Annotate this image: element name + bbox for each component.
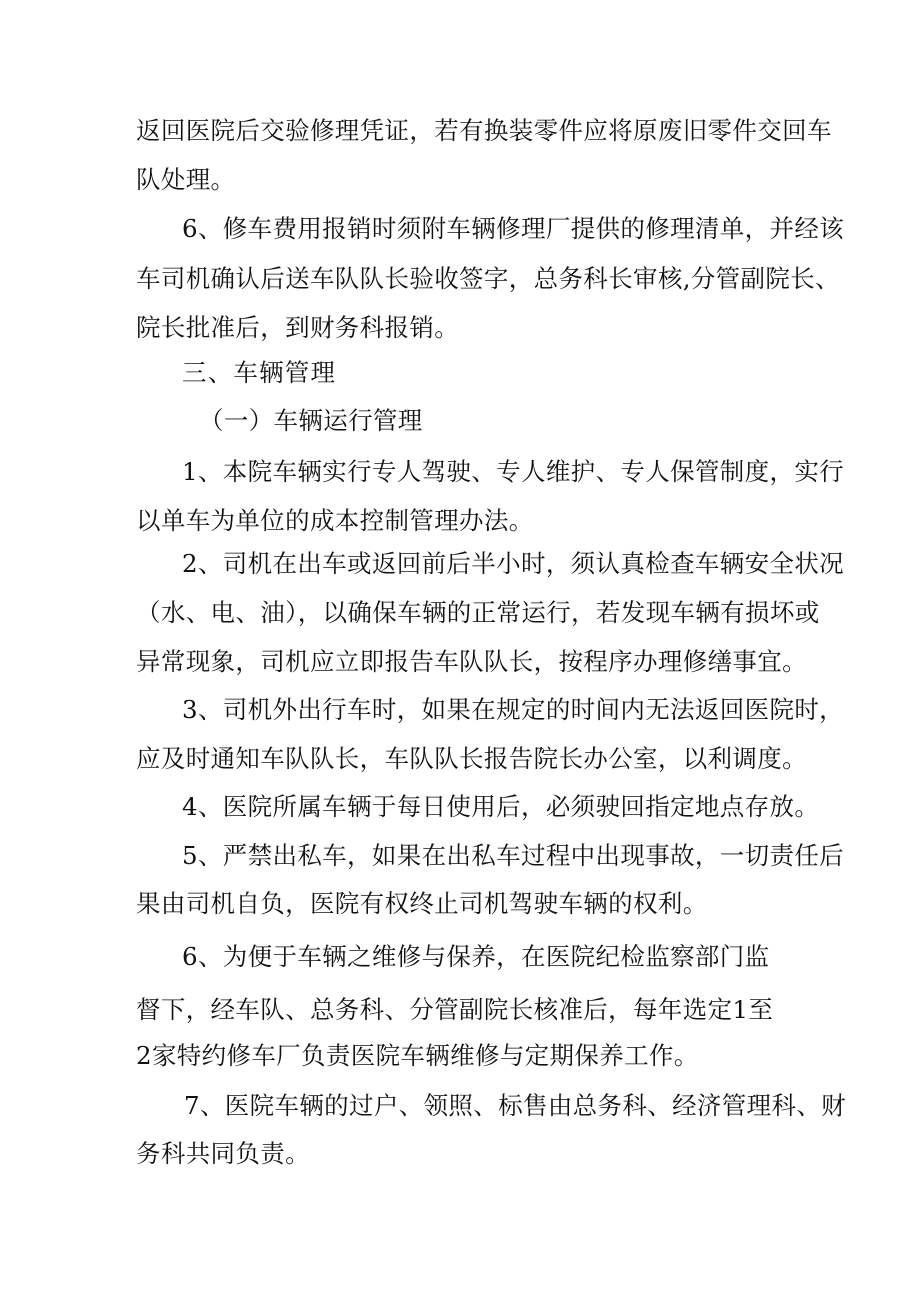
paragraph-line: 6、修车费用报销时须附车辆修理厂提供的修理清单，并经该: [182, 214, 845, 243]
paragraph-line: 务科共同负责。: [136, 1139, 310, 1168]
section-heading: 三、车辆管理: [182, 358, 337, 387]
paragraph-line: （水、电、油），以确保车辆的正常运行，若发现车辆有损坏或: [136, 598, 820, 627]
paragraph-line: 2、司机在出车或返回前后半小时，须认真检查车辆安全状况: [182, 549, 845, 578]
paragraph-line: 2家特约修车厂负责医院车辆维修与定期保养工作。: [136, 1041, 699, 1070]
paragraph-line: 应及时通知车队队长，车队队长报告院长办公室，以利调度。: [136, 744, 807, 773]
paragraph-line: 以单车为单位的成本控制管理办法。: [136, 506, 534, 535]
paragraph-line: 车司机确认后送车队队长验收签字，总务科长审核,分管副院长、: [136, 264, 840, 293]
paragraph-line: 队处理。: [136, 165, 236, 194]
paragraph-line: 院长批准后，到财务科报销。: [136, 313, 460, 342]
paragraph-line: 返回医院后交验修理凭证，若有换装零件应将原废旧零件交回车: [136, 116, 832, 145]
paragraph-line: 4、医院所属车辆于每日使用后，必须驶回指定地点存放。: [182, 792, 820, 821]
paragraph-line: 5、严禁出私车，如果在出私车过程中出现事故，一切责任后: [182, 841, 845, 870]
paragraph-line: 异常现象，司机应立即报告车队队长，按程序办理修缮事宜。: [136, 647, 807, 676]
paragraph-line: 6、为便于车辆之维修与保养，在医院纪检监察部门监: [182, 942, 770, 971]
paragraph-line: 3、司机外出行车时，如果在规定的时间内无法返回医院时，: [182, 695, 845, 724]
paragraph-line: 1、本院车辆实行专人驾驶、专人维护、专人保管制度，实行: [182, 457, 845, 486]
paragraph-line: 督下，经车队、总务科、分管副院长核准后，每年选定1至: [136, 995, 774, 1024]
paragraph-line: 果由司机自负，医院有权终止司机驾驶车辆的权利。: [136, 889, 708, 918]
paragraph-line: 7、医院车辆的过户、领照、标售由总务科、经济管理科、财: [184, 1091, 847, 1120]
subsection-heading: （一）车辆运行管理: [199, 406, 423, 435]
